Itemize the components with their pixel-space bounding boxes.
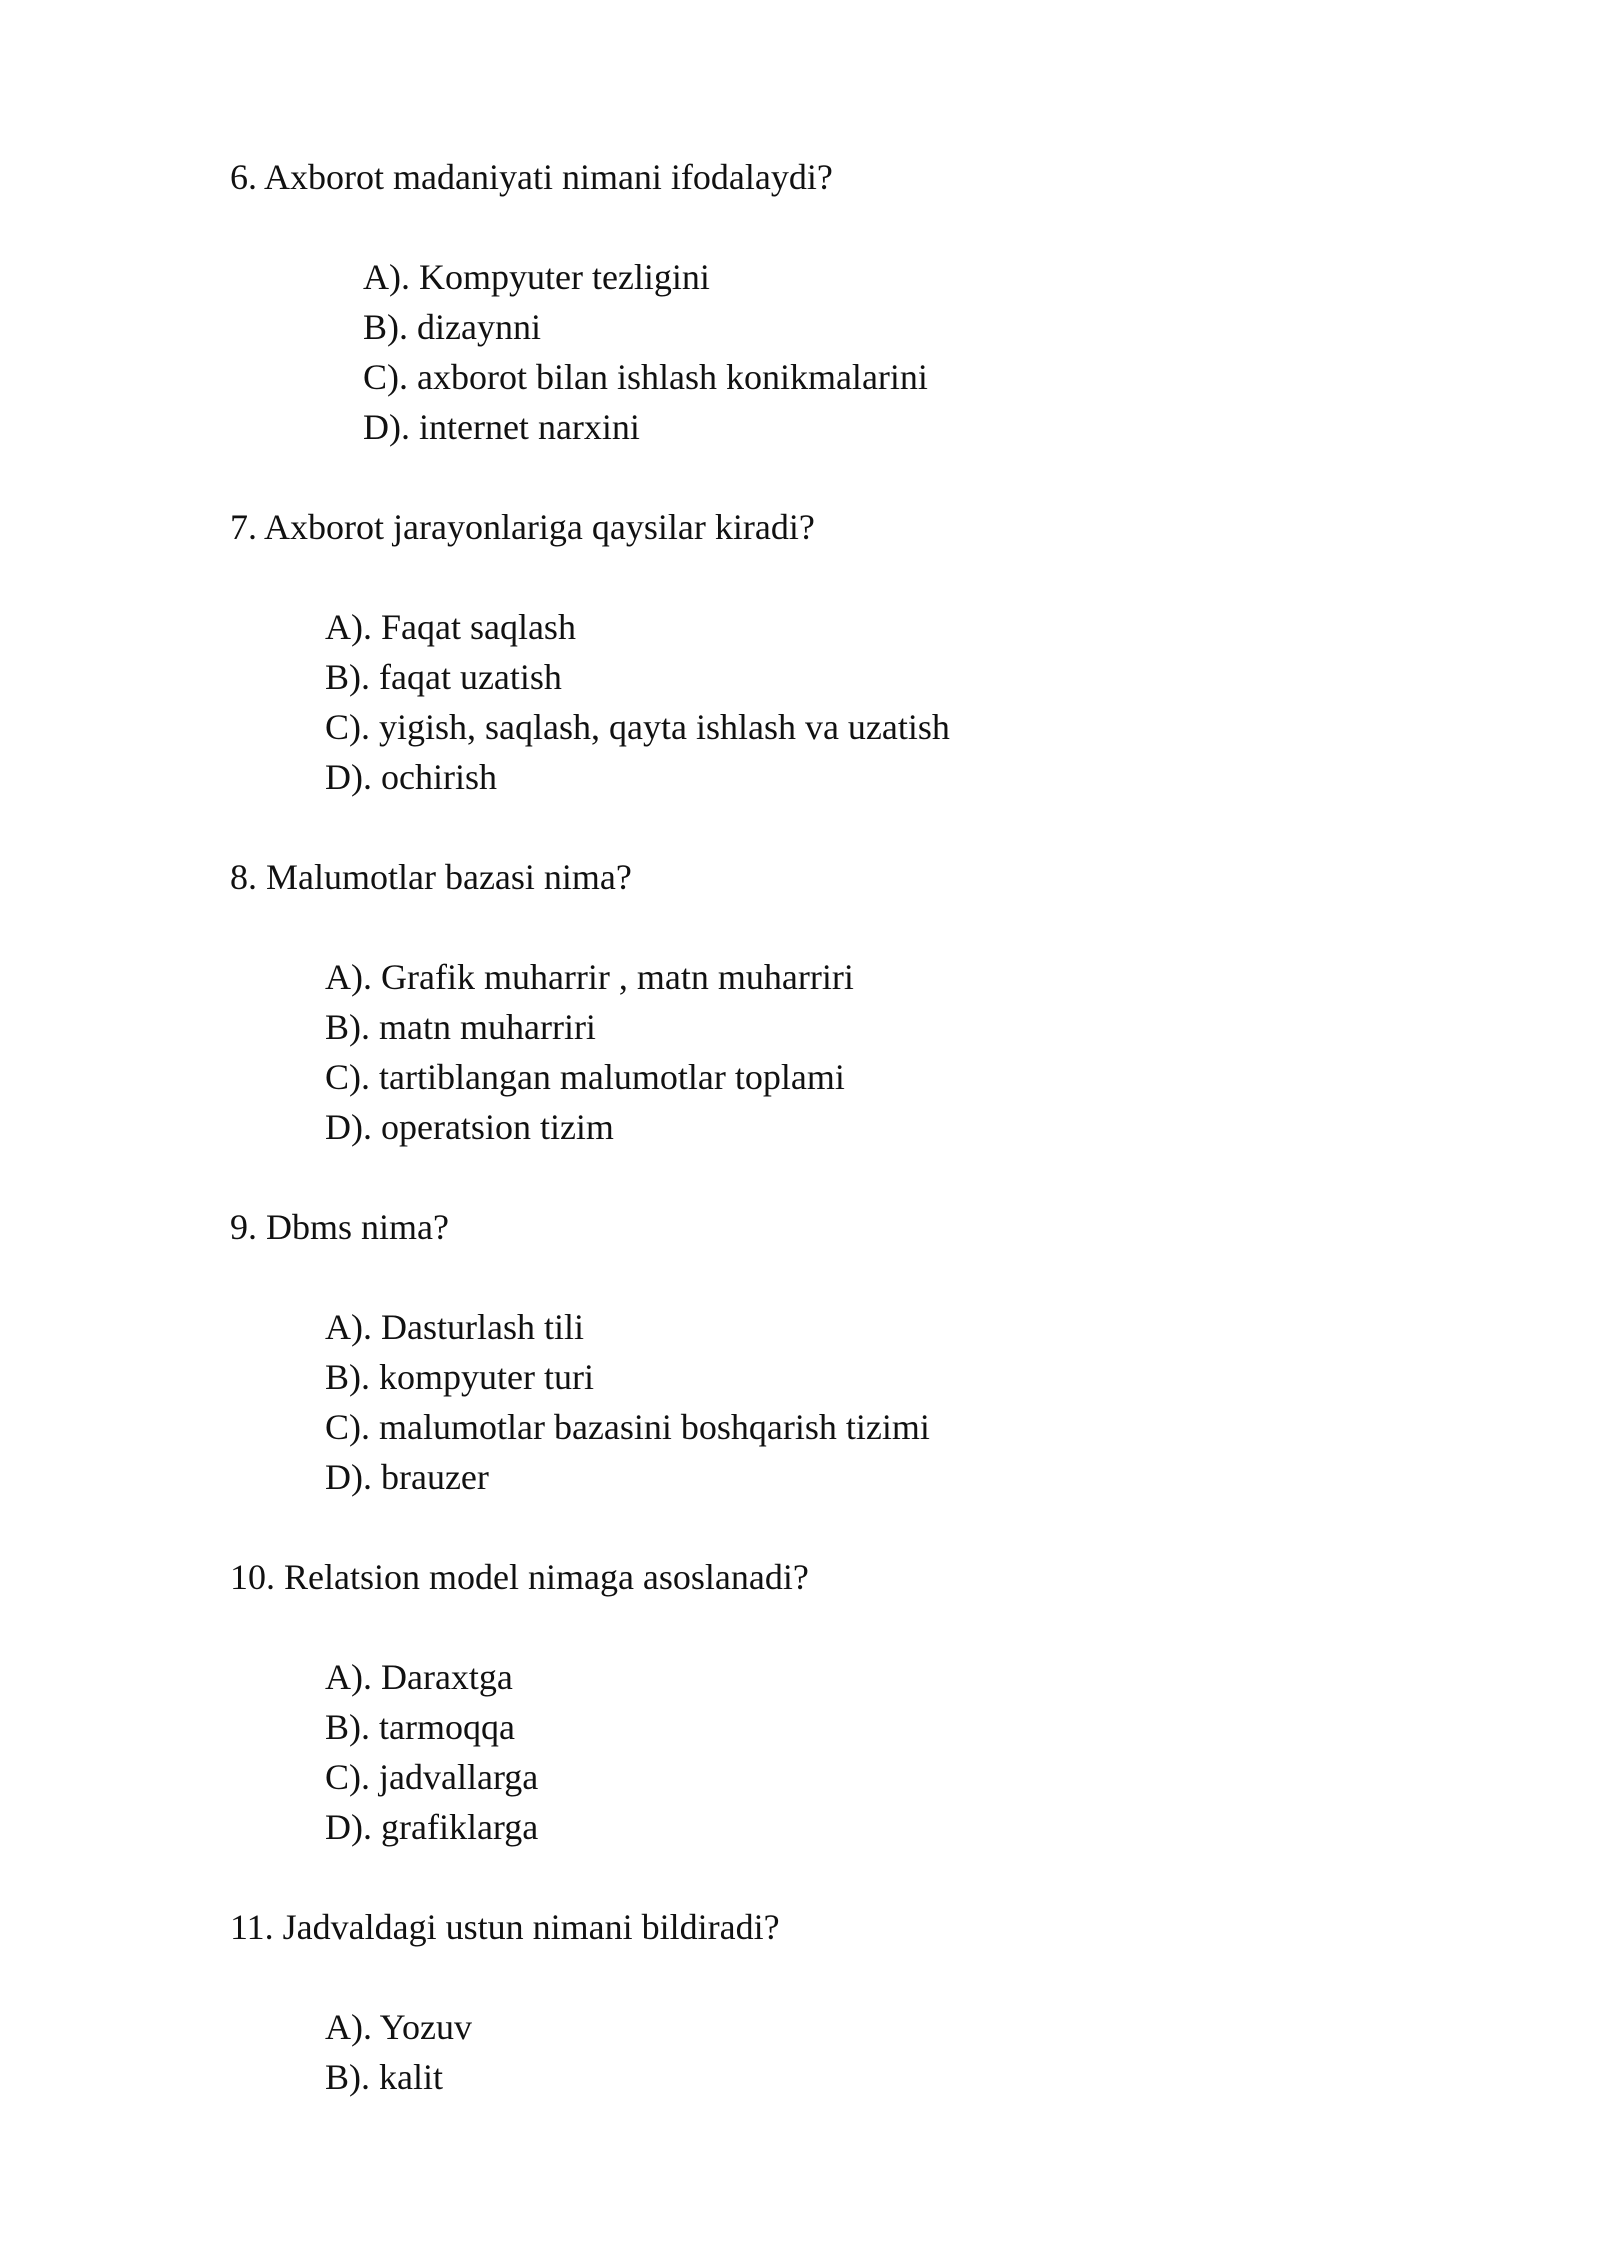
options-list-7 [325, 602, 950, 802]
option-a: A). Faqat saqlash [325, 607, 576, 647]
option-d: D). brauzer [325, 1457, 489, 1497]
question-6: 6. Axborot madaniyati nimani ifodalaydi? [230, 157, 833, 197]
question-9: 9. Dbms nima? [230, 1207, 449, 1247]
option-b: B). dizaynni [363, 307, 541, 347]
question-8: 8. Malumotlar bazasi nima? [230, 857, 632, 897]
question-7: 7. Axborot jarayonlariga qaysilar kiradi? [230, 507, 815, 547]
question-11: 11. Jadvaldagi ustun nimani bildiradi? [230, 1907, 780, 1947]
option-c: C). axborot bilan ishlash konikmalarini [363, 357, 928, 397]
question-10: 10. Relatsion model nimaga asoslanadi? [230, 1557, 809, 1597]
option-d: D). operatsion tizim [325, 1107, 614, 1147]
option-b: B). kompyuter turi [325, 1357, 594, 1397]
option-b: B). tarmoqqa [325, 1707, 515, 1747]
option-a: A). Dasturlash tili [325, 1307, 584, 1347]
option-c: C). malumotlar bazasini boshqarish tizimi [325, 1407, 930, 1447]
options-list-8 [325, 952, 854, 1152]
options-list-6 [363, 252, 928, 452]
option-a: A). Daraxtga [325, 1657, 513, 1697]
option-c: C). jadvallarga [325, 1757, 539, 1797]
options-list-10 [325, 1652, 538, 1852]
option-c: C). yigish, saqlash, qayta ishlash va uzatish [325, 707, 950, 747]
option-b: B). faqat uzatish [325, 657, 562, 697]
option-a: A). Yozuv [325, 2007, 473, 2047]
option-d: D). internet narxini [363, 407, 640, 447]
option-d: D). ochirish [325, 757, 497, 797]
options-list-9 [325, 1302, 930, 1502]
option-a: A). Kompyuter tezligini [363, 257, 710, 297]
options-list-11 [325, 2002, 472, 2102]
option-c: C). tartiblangan malumotlar toplami [325, 1057, 845, 1097]
option-b: B). kalit [325, 2057, 443, 2097]
option-b: B). matn muharriri [325, 1007, 596, 1047]
option-d: D). grafiklarga [325, 1807, 539, 1847]
option-a: A). Grafik muharrir , matn muharriri [325, 957, 854, 997]
